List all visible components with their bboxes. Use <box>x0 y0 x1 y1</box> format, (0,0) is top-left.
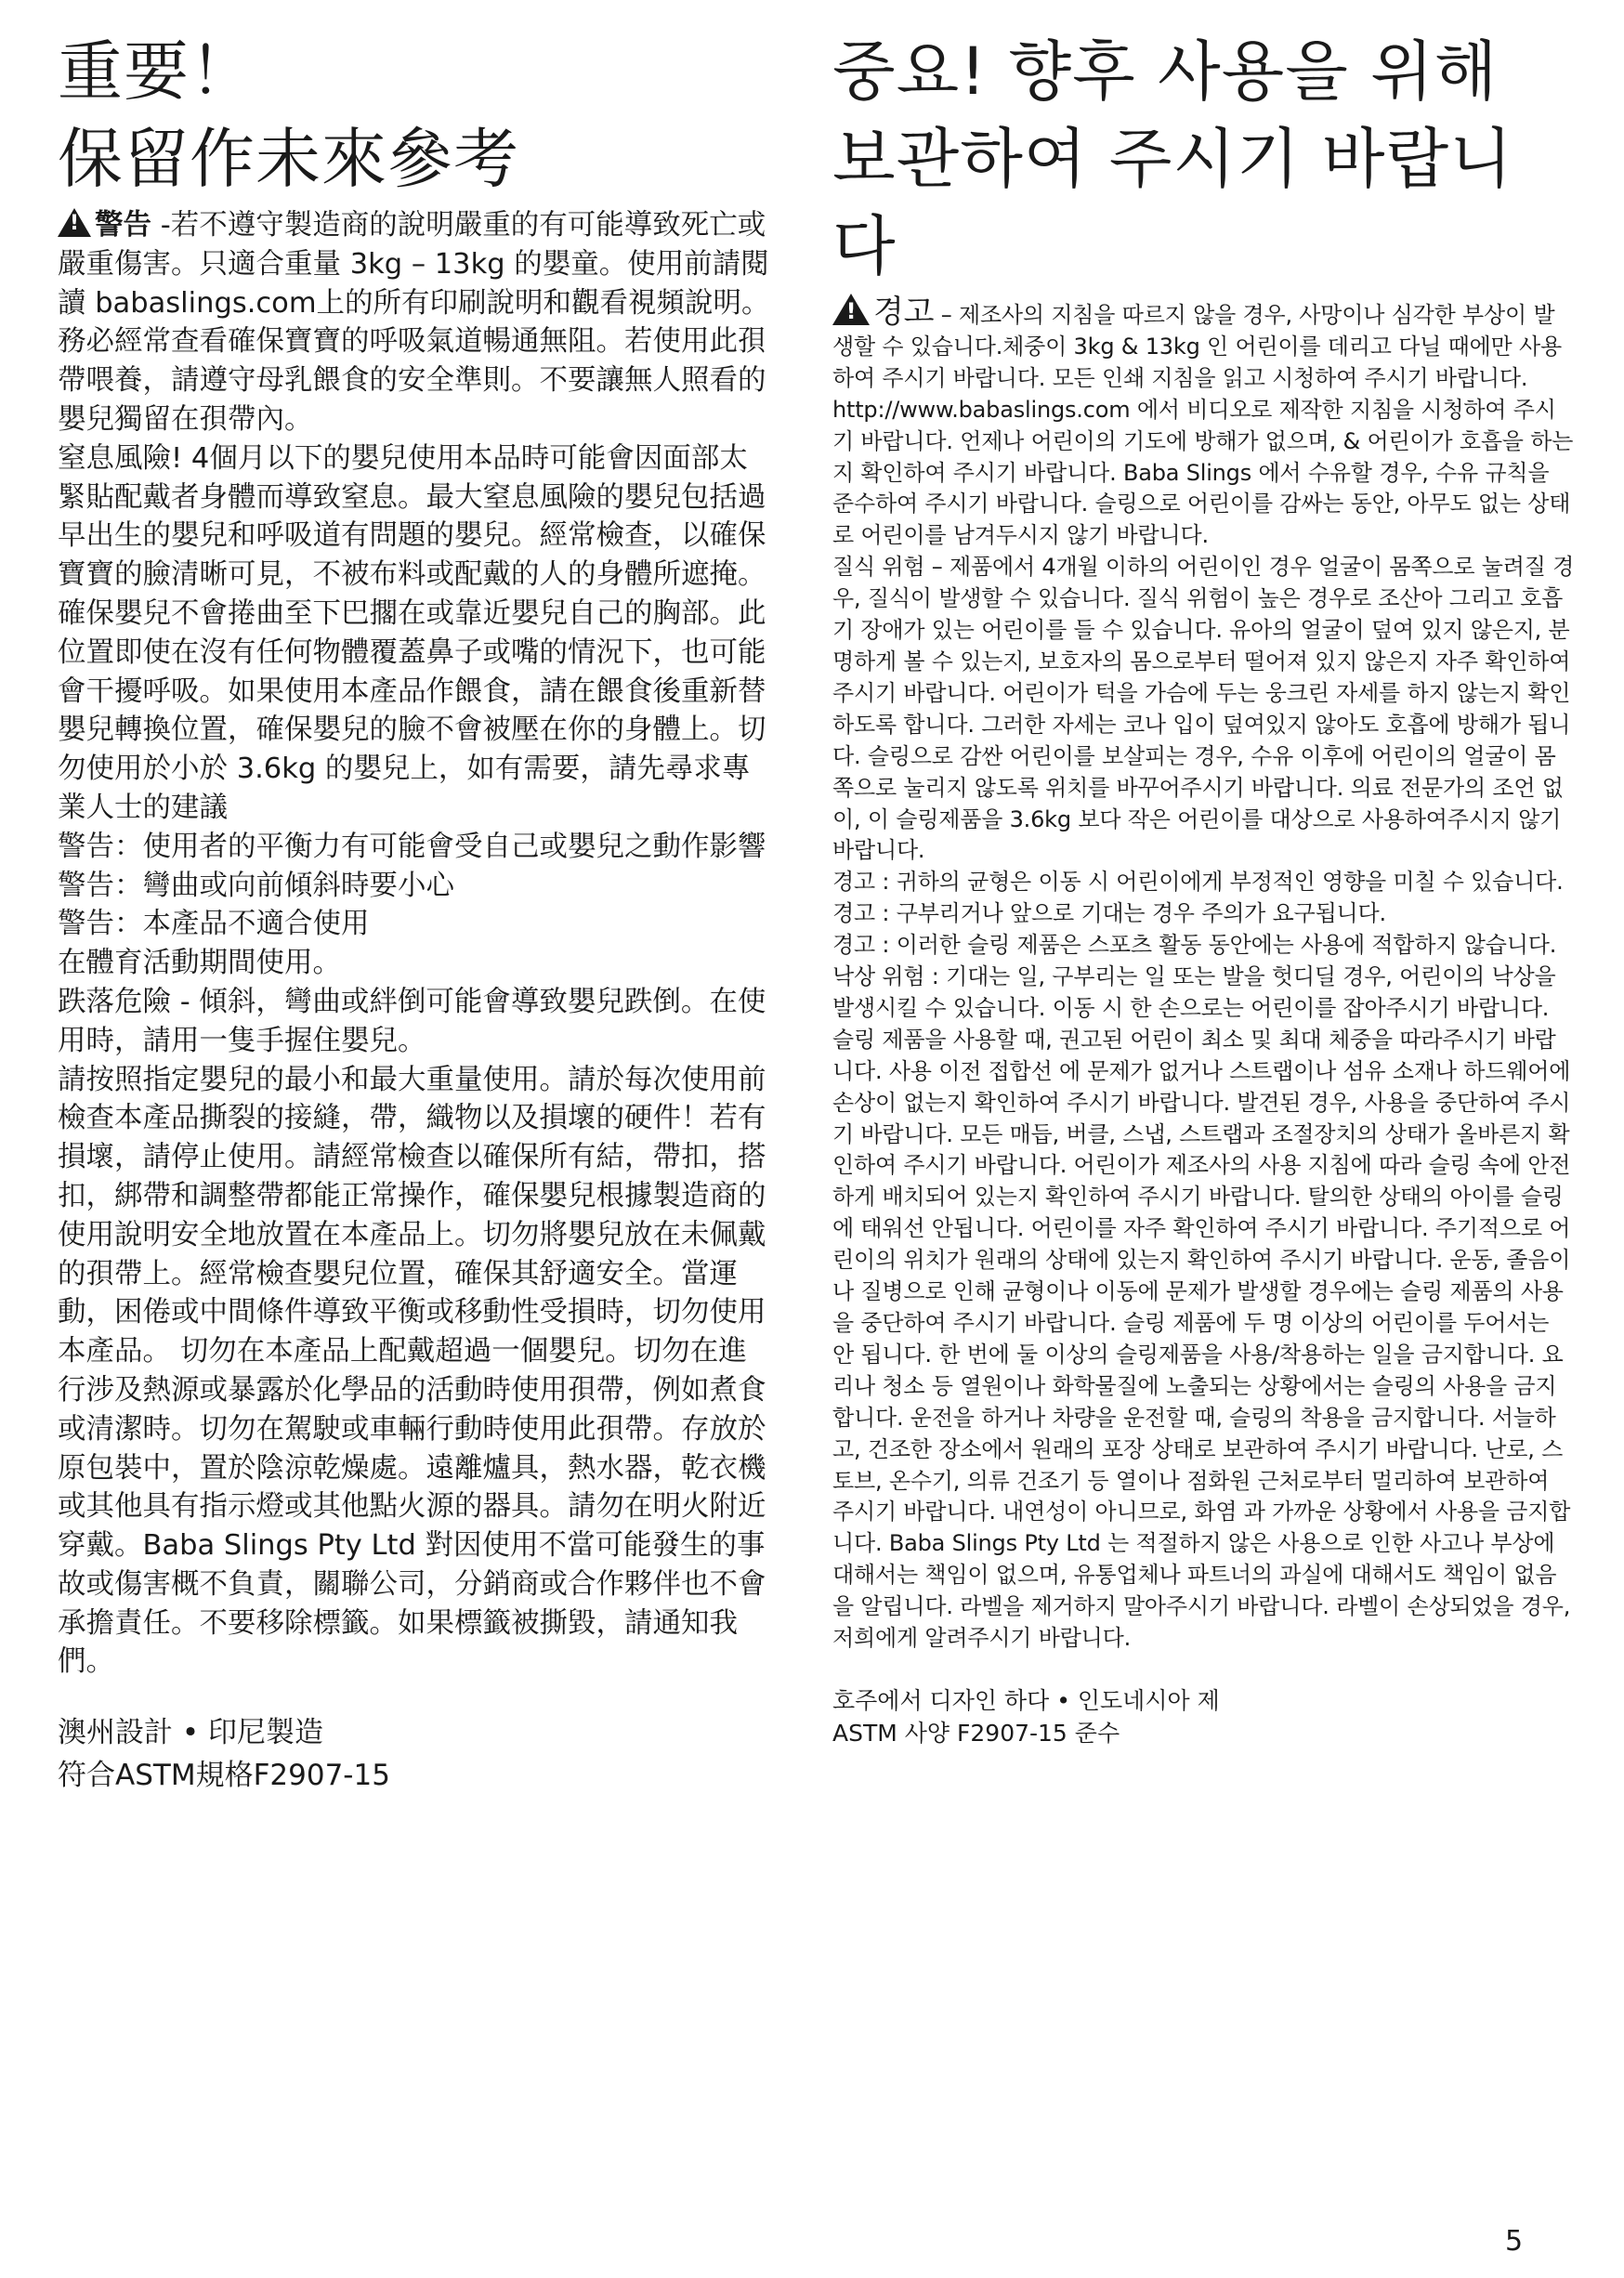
paragraph: 請按照指定嬰兒的最小和最大重量使用。請於每次使用前檢查本產品撕裂的接縫，帶，織物以及損壞的硬件！若有損壞，請停止使用。請經常檢查以確保所有結，帶扣，搭扣，綁帶和調整帶都能正常操作，確保嬰兒根據製造商的使用說明安全地放置在本產品上。切勿將嬰兒放在未佩戴的孭帶上。經常檢查嬰兒位置，確保其舒適安全。當運動，困倦或中間條件導致平衡或移動性受損時，切勿使用本產品。 切勿在本產品上配戴超過一個嬰兒。切勿在進行涉及熱源或暴露於化學品的活動時使用孭帶，例如煮食或清潔時。切勿在駕駛或車輛行動時使用此孭帶。存放於原包裝中，置於陰涼乾燥處。遠離爐具，熱水器，乾衣機或其他具有指示燈或其他點火源的器具。請勿在明火附近穿戴。Baba Slings Pty Ltd 對因使用不當可能發生的事故或傷害概不負責，關聯公司，分銷商或合作夥伴也不會承擔責任。不要移除標籤。如果標籤被撕毀，請通知我們。 <box>58 1063 766 1679</box>
paragraph-text: – 제조사의 지침을 따르지 않을 경우, 사망이나 심각한 부상이 발생할 수 있습니다.체중이 3kg & 13kg 인 어린이를 데리고 다닐 때에만 사용하여 주시기 바랍니다. 모든 인쇄 지침을 읽고 시청하여 주시기 바랍니다. http://www.babaslings.com 에서 비디오로 제작한 지침을 시청하여 주시기 바랍니다. 언제나 어린이의 기도에 방해가 없으며, & 어린이가 호흡을 하는지 확인하여 주시기 바랍니다. Baba Slings 에서 수유할 경우, 수유 규칙을 준수하여 주시기 바랍니다. 슬링으로 어린이를 감싸는 동안, 아무도 없는 상태로 어린이를 남겨두시지 않기 바랍니다. <box>832 302 1574 549</box>
warning-paragraph <box>58 206 773 439</box>
column-korean <box>832 28 1576 1749</box>
paragraph: 警告：本產品不適合使用 <box>58 908 370 941</box>
body-text-korean <box>832 294 1576 1655</box>
title-line: 다 <box>832 208 897 284</box>
paragraph: 낙상 위험 : 기대는 일, 구부리는 일 또는 발을 헛디딜 경우, 어린이의 낙상을 발생시킬 수 있습니다. 이동 시 한 손으로는 어린이를 잡아주시기 바랍니다. 슬링 제품을 사용할 때, 권고된 어린이 최소 및 최대 체중을 따라주시기 바랍니다. 사용 이전 접합선 에 문제가 없거나 스트랩이나 섬유 소재나 하드웨어에 손상이 없는지 확인하여 주시기 바랍니다. 발견된 경우, 사용을 중단하여 주시기 바랍니다. 모든 매듭, 버클, 스냅, 스트랩과 조절장치의 상태가 올바른지 확인하여 주시기 바랍니다. 어린이가 제조사의 사용 지침에 따라 슬링 속에 안전하게 배치되어 있는지 확인하여 주시기 바랍니다. 탈의한 상태의 아이를 슬링에 태워선 안됩니다. 어린이를 자주 확인하여 주시기 바랍니다. 주기적으로 어린이의 위치가 원래의 상태에 있는지 확인하여 주시기 바랍니다. 운동, 졸음이나 질병으로 인해 균형이나 이동에 문제가 발생할 경우에는 슬링 제품의 사용을 중단하여 주시기 바랍니다. 슬링 제품에 두 명 이상의 어린이를 두어서는 안 됩니다. 한 번에 둘 이상의 슬링제품을 사용/착용하는 일을 금지합니다. 요리나 청소 등 열원이나 화학물질에 노출되는 상황에서는 슬링의 사용을 금지합니다. 운전을 하거나 차량을 운전할 때, 슬링의 착용을 금지합니다. 서늘하고, 건조한 장소에서 원래의 포장 상태로 보관하여 주시기 바랍니다. 난로, 스토브, 온수기, 의류 건조기 등 열이나 점화원 근처로부터 멀리하여 보관하여 주시기 바랍니다. 내연성이 아니므로, 화염 과 가까운 상황에서 사용을 금지합니다. Baba Slings Pty Ltd 는 적절하지 않은 사용으로 인한 사고나 부상에 대해서는 책임이 없으며, 유통업체나 파트너의 과실에 대해서도 책임이 없음을 알립니다. 라벨을 제거하지 말아주시기 바랍니다. 라벨이 손상되었을 경우, 저희에게 알려주시기 바랍니다. <box>832 963 1571 1652</box>
warning-label: 警告 <box>95 209 151 242</box>
column-chinese <box>58 28 773 1797</box>
paragraph: 窒息風險! 4個月以下的嬰兒使用本品時可能會因面部太緊貼配戴者身體而導致窒息。最大窒息風險的嬰兒包括過早出生的嬰兒和呼吸道有問題的嬰兒。經常檢查，以確保寶寶的臉清晰可見，不被布料或配戴的人的身體所遮掩。確保嬰兒不會捲曲至下巴擱在或靠近嬰兒自己的胸部。此位置即使在沒有任何物體覆蓋鼻子或嘴的情況下，也可能會干擾呼吸。如果使用本產品作餵食，請在餵食後重新替嬰兒轉換位置，確保嬰兒的臉不會被壓在你的身體上。切勿使用於小於 3.6kg 的嬰兒上，如有需要，請先尋求專業人士的建議 <box>58 441 766 824</box>
warning-paragraph <box>832 294 1576 552</box>
footer-line: ASTM 사양 F2907-15 준수 <box>832 1719 1120 1747</box>
paragraph: 경고 : 구부리거나 앞으로 기대는 경우 주의가 요구됩니다. <box>832 900 1386 927</box>
warning-label: 경고 <box>873 294 935 331</box>
footer-line: 符合ASTM規格F2907-15 <box>58 1759 390 1793</box>
paragraph: 경고 : 귀하의 균형은 이동 시 어린이에게 부정적인 영향을 미칠 수 있습니다. <box>832 869 1564 896</box>
title-line: 중요! 향후 사용을 위해 <box>832 33 1499 110</box>
paragraph: 경고 : 이러한 슬링 제품은 스포츠 활동 동안에는 사용에 적합하지 않습니다. <box>832 932 1557 959</box>
warning-triangle-icon <box>832 294 870 325</box>
title-line: 保留作未來參考 <box>58 121 519 197</box>
paragraph: 跌落危險 - 傾斜，彎曲或絆倒可能會導致嬰兒跌倒。在使用時，請用一隻手握住嬰兒。 <box>58 985 766 1057</box>
warning-triangle-icon <box>58 208 91 237</box>
footer-line: 호주에서 디자인 하다 • 인도네시아 제 <box>832 1686 1220 1714</box>
footer-chinese <box>58 1711 773 1797</box>
body-text-chinese <box>58 206 773 1682</box>
page-title-chinese <box>58 28 773 203</box>
footer-line: 澳州設計 • 印尼製造 <box>58 1716 323 1750</box>
paragraph: 警告：彎曲或向前傾斜時要小心 <box>58 869 454 902</box>
footer-korean <box>832 1684 1576 1749</box>
page-title-korean <box>832 28 1576 290</box>
paragraph: 警告：使用者的平衡力有可能會受自己或嬰兒之動作影響 <box>58 830 766 863</box>
paragraph-text: -若不遵守製造商的說明嚴重的有可能導致死亡或嚴重傷害。只適合重量 3kg – 13kg 的嬰童。使用前請閱讀 babaslings.com上的所有印刷說明和觀看視頻說明。務必經常查看確保寶寶的呼吸氣道暢通無阻。若使用此孭帶喂養，請遵守母乳餵食的安全準則。不要讓無人照看的嬰兒獨留在孭帶內。 <box>58 209 770 436</box>
title-line: 보관하여 주시기 바랍니 <box>832 121 1513 197</box>
paragraph: 在體育活動期間使用。 <box>58 947 341 980</box>
page-number: 5 <box>1505 2225 1524 2258</box>
title-line: 重要！ <box>58 33 255 110</box>
paragraph: 질식 위험 – 제품에서 4개월 이하의 어린이인 경우 얼굴이 몸쪽으로 눌려질 경우, 질식이 발생할 수 있습니다. 질식 위험이 높은 경우로 조산아 그리고 호흡기 장애가 있는 어린이를 들 수 있습니다. 유아의 얼굴이 덮여 있지 않은지, 분명하게 볼 수 있는지, 보호자의 몸으로부터 떨어져 있지 않은지 자주 확인하여 주시기 바랍니다. 어린이가 턱을 가슴에 두는 웅크린 자세를 하지 않는지 확인하도록 합니다. 그러한 자세는 코나 입이 덮여있지 않아도 호흡에 방해가 됩니다. 슬링으로 감싼 어린이를 보살피는 경우, 수유 이후에 어린이의 얼굴이 몸쪽으로 눌리지 않도록 위치를 바꾸어주시기 바랍니다. 의료 전문가의 조언 없이, 이 슬링제품을 3.6kg 보다 작은 어린이를 대상으로 사용하여주시지 않기 바랍니다. <box>832 554 1575 864</box>
